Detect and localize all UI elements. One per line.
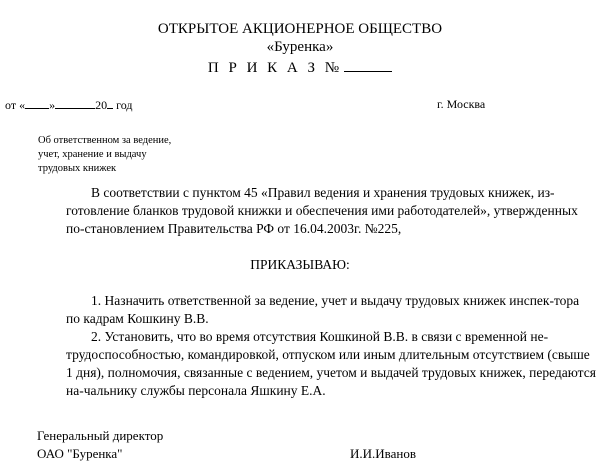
- company-name: «Буренка»: [266, 39, 334, 55]
- company-type: ОТКРЫТОЕ АКЦИОНЕРНОЕ ОБЩЕСТВО: [157, 21, 443, 37]
- subject-line: Об ответственном за ведение,: [38, 135, 172, 146]
- date-line: [5, 97, 132, 113]
- date-month-blank: [55, 97, 95, 109]
- subject-line: трудовых книжек: [38, 163, 117, 174]
- order-item-1: 1. Назначить ответственной за ведение, учет и выдачу трудовых книжек инспек-тора по кадрам Кошкину В.В.: [66, 293, 580, 326]
- date-from: от «: [5, 98, 26, 112]
- order-title: [0, 57, 600, 77]
- date-quote-close: »: [49, 98, 56, 112]
- date-year-prefix: 20: [95, 98, 108, 112]
- order-item-2: 2. Установить, что во время отсутствия Кошкиной В.В. в связи с временной не-трудоспособностью, командировкой, отпуском или иным длительным отсутствием (свыше 1 дня), полномочия, связанные с ведением, учетом и выдачей трудовых книжек, передаются на-чальнику службы персонала Яшкину Е.А.: [66, 329, 596, 398]
- subject-line: учет, хранение и выдачу: [38, 149, 147, 160]
- signature-org: ОАО "Буренка": [37, 446, 123, 461]
- date-year-suffix: год: [116, 98, 133, 112]
- signature-name: И.И.Иванов: [350, 446, 416, 461]
- date-day-blank: [25, 97, 49, 109]
- signature-title: Генеральный директор: [37, 428, 164, 443]
- date-year-blank: [107, 97, 113, 109]
- subject-block: [38, 134, 171, 176]
- order-title-text: П Р И К А З №: [207, 60, 343, 76]
- order-number-blank: [344, 57, 392, 72]
- decree-heading: ПРИКАЗЫВАЮ:: [250, 257, 350, 272]
- city: г. Москва: [437, 97, 486, 111]
- intro-paragraph: В соответствии с пунктом 45 «Правил ведения и хранения трудовых книжек, из-готовление бланков трудовой книжки и обеспечения ими работодателей», утвержденных по-становлением Правительства РФ от 16.04.2003г. №225,: [66, 185, 578, 236]
